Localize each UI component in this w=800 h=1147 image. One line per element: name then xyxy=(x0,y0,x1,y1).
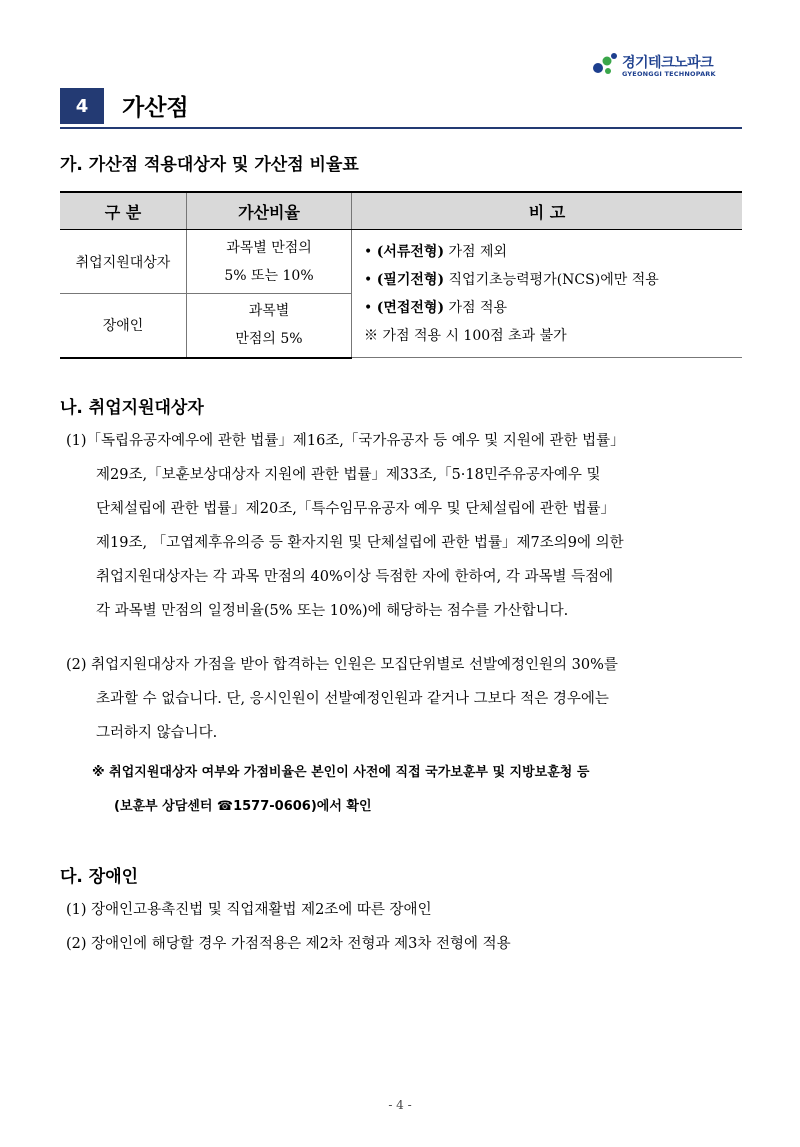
company-logo xyxy=(592,50,742,80)
disability-item-1: (1) 장애인고용촉진법 및 직업재활법 제2조에 따른 장애인 xyxy=(66,902,432,918)
text-line: 제19조, 「고엽제후유의증 등 환자지원 및 단체설립에 관한 법률」제7조의9에 의한 xyxy=(96,535,624,551)
disability-item-2: (2) 장애인에 해당할 경우 가점적용은 제2차 전형과 제3차 전형에 적용 xyxy=(66,936,511,952)
table-header-remarks: 비 고 xyxy=(352,192,743,230)
text-line: (보훈부 상담센터 ☎1577-0606)에서 확인 xyxy=(114,799,372,814)
paragraph-item-2 xyxy=(66,648,756,750)
section-title: 가산점 xyxy=(122,95,189,121)
logo-text-english: GYEONGGI TECHNOPARK xyxy=(622,70,716,78)
text-line: 단체설립에 관한 법률」제20조,「특수임무유공자 예우 및 단체설립에 관한 법률」 xyxy=(96,501,616,517)
section-number-badge: 4 xyxy=(60,88,104,124)
section-divider xyxy=(60,127,742,129)
paragraph-item-1 xyxy=(66,424,756,628)
remark-item: • (면접전형) 가점 적용 xyxy=(364,299,508,316)
remark-item: • (서류전형) 가점 제외 xyxy=(364,243,508,260)
text-line: 그러하지 않습니다. xyxy=(96,725,218,741)
subsection-c-title: 다. 장애인 xyxy=(60,867,139,887)
text-line: 취업지원대상자는 각 과목 만점의 40%이상 득점한 자에 한하여, 각 과목별 득점에 xyxy=(96,569,614,585)
table-header-category: 구 분 xyxy=(60,192,187,230)
rate-line: 5% 또는 10% xyxy=(224,267,314,284)
rate-line: 과목별 xyxy=(248,303,290,320)
bonus-rate-table xyxy=(60,191,742,359)
text-line: (2) 취업지원대상자 가점을 받아 합격하는 인원은 모집단위별로 선발예정인원의 30%를 xyxy=(66,657,618,673)
reference-note xyxy=(92,756,752,824)
text-line: ※ 취업지원대상자 여부와 가점비율은 본인이 사전에 직접 국가보훈부 및 지방보훈청 등 xyxy=(92,765,590,780)
row-rate xyxy=(187,294,352,358)
table-header-rate: 가산비율 xyxy=(187,192,352,230)
logo-mark-icon xyxy=(592,52,618,76)
rate-line: 과목별 만점의 xyxy=(226,239,312,256)
text-line: (1)「독립유공자예우에 관한 법률」제16조,「국가유공자 등 예우 및 지원에 관한 법률」 xyxy=(66,433,625,449)
logo-text-korean: 경기테크노파크 xyxy=(622,55,714,71)
text-line: 각 과목별 만점의 일정비율(5% 또는 10%)에 해당하는 점수를 가산합니다. xyxy=(96,603,569,619)
remarks-cell xyxy=(352,230,743,358)
page-number: - 4 - xyxy=(388,1098,412,1112)
subsection-b-title: 나. 취업지원대상자 xyxy=(60,398,204,418)
row-category: 장애인 xyxy=(60,294,187,358)
table-row xyxy=(60,230,742,294)
row-category: 취업지원대상자 xyxy=(60,230,187,294)
text-line: 초과할 수 없습니다. 단, 응시인원이 선발예정인원과 같거나 그보다 적은 경우에는 xyxy=(96,691,609,707)
remark-item: ※ 가점 적용 시 100점 초과 불가 xyxy=(364,327,567,344)
row-rate xyxy=(187,230,352,294)
rate-line: 만점의 5% xyxy=(235,331,303,348)
subsection-a-title: 가. 가산점 적용대상자 및 가산점 비율표 xyxy=(60,155,359,175)
text-line: 제29조,「보훈보상대상자 지원에 관한 법률」제33조,「5·18민주유공자예우 및 xyxy=(96,467,601,483)
remark-item: • (필기전형) 직업기초능력평가(NCS)에만 적용 xyxy=(364,271,659,288)
